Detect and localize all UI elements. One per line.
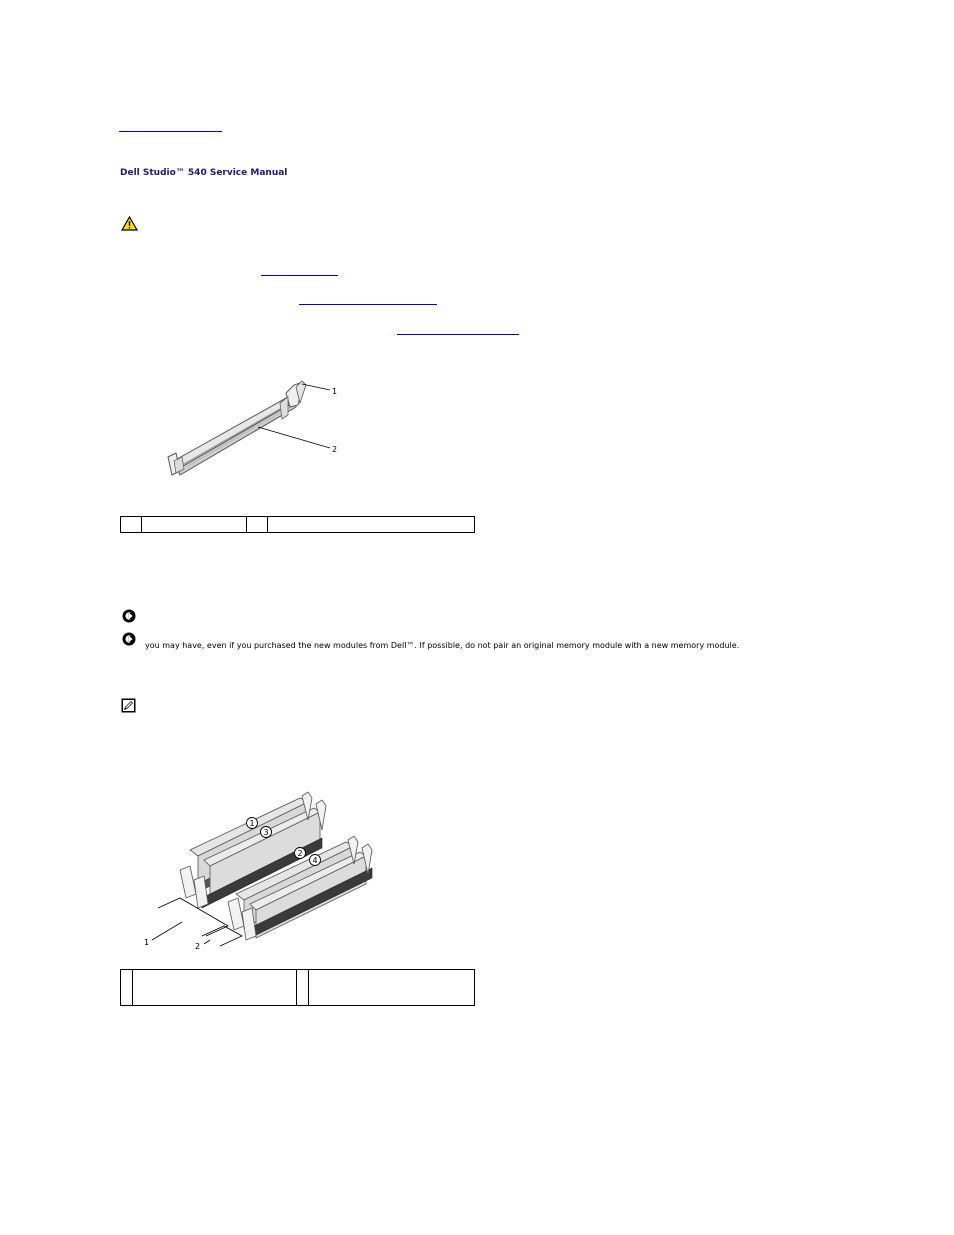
link-system-board[interactable] — [397, 334, 519, 335]
svg-text:4: 4 — [312, 856, 318, 865]
caption1-num-1 — [121, 517, 142, 533]
slot-number-badge — [261, 827, 272, 838]
caption1-label-1 — [142, 517, 247, 533]
manual-title: Dell Studio™ 540 Service Manual — [120, 168, 288, 178]
memory-connector-figure — [160, 375, 360, 480]
figure1-caption-table — [120, 516, 475, 533]
figure1-callout-2: 2 — [332, 445, 338, 454]
slot-number-badge — [310, 855, 321, 866]
link-computer-cover[interactable] — [299, 304, 437, 305]
contents-link[interactable] — [119, 131, 222, 132]
caution-triangle-icon — [121, 216, 138, 231]
notice-circle-icon — [122, 632, 136, 646]
note-pencil-icon — [121, 698, 136, 713]
svg-text:2: 2 — [297, 849, 303, 858]
notice-circle-icon — [122, 609, 136, 623]
caption2-label-2 — [309, 970, 475, 1006]
memory-modules-figure — [140, 790, 390, 955]
caption2-label-1 — [133, 970, 297, 1006]
figure2-caption-table — [120, 969, 475, 1006]
figure2-callout-2: 2 — [195, 942, 201, 951]
caption1-num-2 — [247, 517, 268, 533]
notice-text: you may have, even if you purchased the new modules from Dell™. If possible, do not pair an original memory module with a new memory module. — [145, 641, 740, 650]
caption2-num-1 — [121, 970, 133, 1006]
link-before-working[interactable] — [261, 275, 338, 276]
slot-number-badge — [295, 848, 306, 859]
svg-text:3: 3 — [263, 828, 269, 837]
caption2-num-2 — [297, 970, 309, 1006]
caption1-label-2 — [268, 517, 475, 533]
figure1-callout-1: 1 — [332, 387, 338, 396]
figure2-callout-1: 1 — [144, 938, 150, 947]
slot-number-badge — [247, 818, 258, 829]
svg-text:1: 1 — [249, 819, 255, 828]
